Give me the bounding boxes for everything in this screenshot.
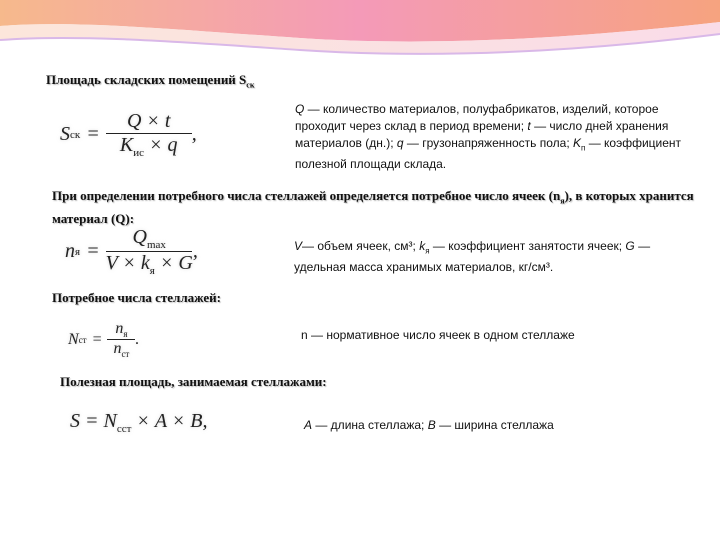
racks-description: n — нормативное число ячеек в одном стеллаже (301, 328, 575, 342)
useful-formula: $S = N_{сст} \times A \times B$, (70, 410, 208, 435)
description-fragment: — количество материалов, полуфабрикатов, изделий, которое проходит через склад в период времени; (295, 102, 659, 133)
description-fragment: Q (295, 102, 305, 116)
description-fragment: K (573, 136, 582, 150)
description-fragment: — ширина стеллажа (435, 418, 554, 432)
description-fragment: — объем ячеек, см³; (302, 239, 420, 253)
description-fragment: — коэффициент занятости ячеек; (429, 239, 626, 253)
description-fragment: — число дней хранения материалов (дн.); (295, 119, 669, 150)
area-heading: Площадь складских помещений $S_{ск}$ (46, 72, 255, 90)
useful-heading: Полезная площадь, занимаемая стеллажами: (60, 374, 327, 389)
decorative-wave-banner (0, 0, 720, 60)
cells-description (294, 238, 704, 276)
description-fragment: G (625, 239, 635, 253)
description-fragment: п (581, 143, 586, 153)
racks-heading: Потребное числа стеллажей: (52, 290, 221, 305)
useful-description (304, 417, 554, 434)
area-description (295, 101, 695, 173)
racks-formula: N ст = $n_я$ $n_{ст}$ . (68, 320, 140, 360)
description-fragment: k (419, 239, 426, 253)
description-fragment: A (304, 418, 313, 432)
description-fragment: B (427, 418, 436, 432)
description-fragment: q (396, 136, 404, 150)
description-fragment: — грузонапряженность пола; (403, 136, 574, 150)
description-fragment: — коэффициент полезной площади склада. (295, 136, 682, 172)
area-formula: S ск = Q × t $K_{ис} \times q$ , (60, 110, 197, 159)
description-fragment: t (527, 119, 531, 133)
cells-heading: При определении потребного числа стеллажей определяется потребное число ячеек $(n_я)$, в которых хранится материал (Q): (52, 188, 694, 226)
description-fragment: — длина стеллажа; (312, 418, 428, 432)
cells-formula: n я = $Q_{max}$ $V \times k_я \times G$ , (65, 226, 198, 277)
description-fragment: я (425, 246, 430, 256)
description-fragment: V (294, 239, 303, 253)
description-fragment: — удельная масса хранимых материалов, кг/см³. (294, 239, 651, 275)
